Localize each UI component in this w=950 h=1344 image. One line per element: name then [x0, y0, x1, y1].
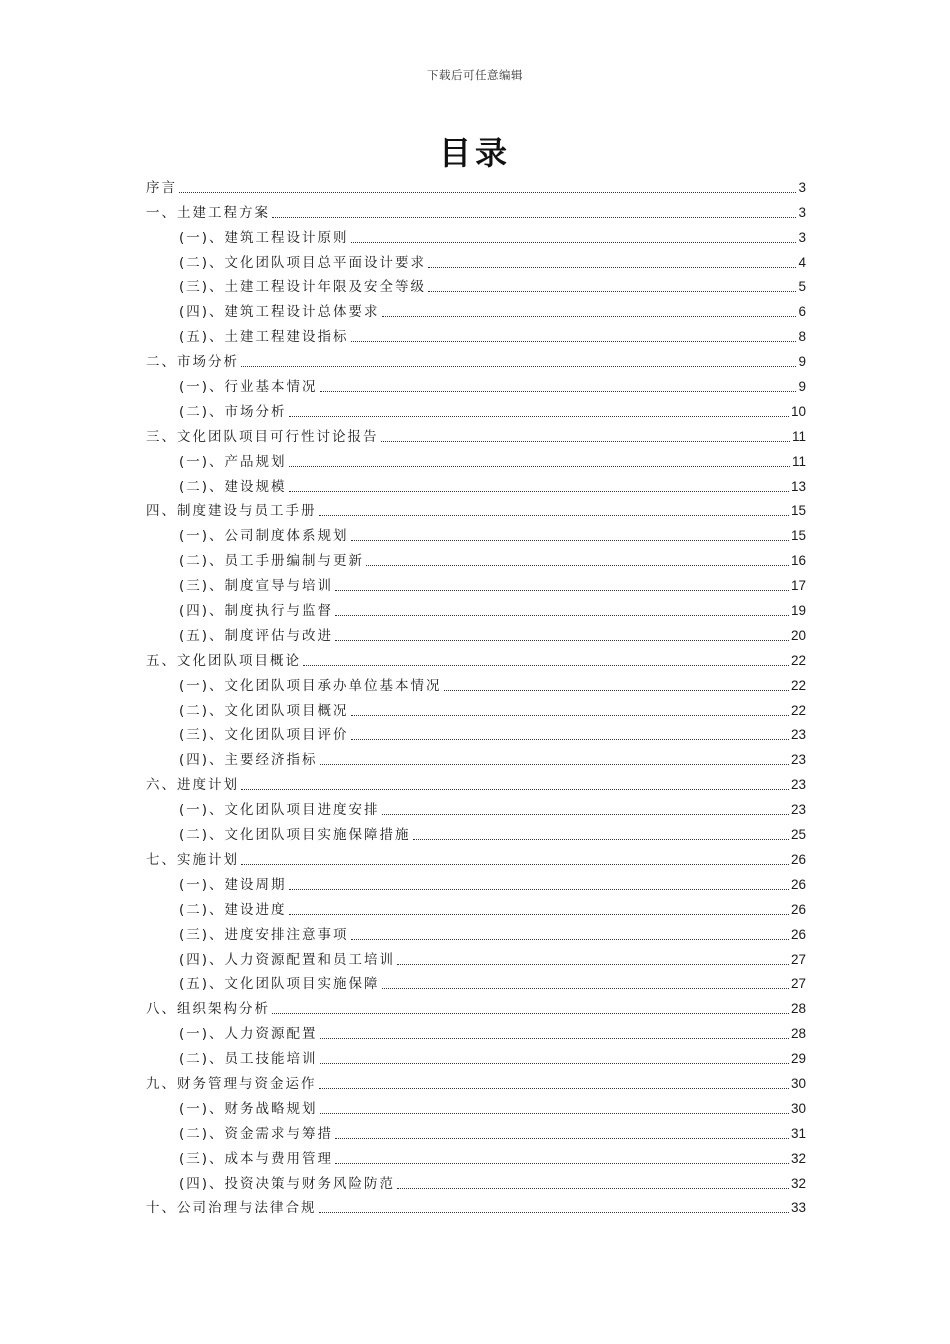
toc-entry[interactable] — [146, 373, 806, 398]
toc-entry[interactable] — [146, 1095, 806, 1120]
download-note: 下载后可任意编辑 — [427, 68, 523, 82]
toc-leader-dots — [335, 590, 789, 591]
toc-leader-dots — [428, 291, 796, 292]
toc-entry[interactable] — [146, 672, 806, 697]
toc-leader-dots — [351, 739, 789, 740]
toc-leader-dots — [241, 789, 789, 790]
toc-entry-page: 22 — [790, 652, 806, 668]
toc-entry-text: (四)、投资决策与财务风险防范 — [179, 1175, 396, 1192]
toc-entry-text: (一)、财务战略规划 — [179, 1100, 318, 1117]
toc-entry-page: 28 — [790, 1001, 806, 1017]
toc-leader-dots — [289, 466, 790, 467]
toc-entry-page: 4 — [798, 254, 806, 270]
toc-entry-text: (一)、建设周期 — [179, 876, 287, 893]
toc-entry[interactable] — [146, 1045, 806, 1070]
toc-entry-page: 9 — [798, 379, 806, 395]
toc-leader-dots — [382, 988, 789, 989]
toc-entry-text: (二)、员工技能培训 — [179, 1051, 318, 1068]
toc-entry-page: 26 — [790, 901, 806, 917]
toc-leader-dots — [335, 1163, 789, 1164]
toc-entry-text: (二)、文化团队项目实施保障措施 — [179, 827, 411, 844]
toc-entry-page: 33 — [790, 1200, 806, 1216]
toc-leader-dots — [351, 939, 789, 940]
toc-leader-dots — [303, 665, 789, 666]
toc-entry[interactable] — [146, 298, 806, 323]
toc-entry-text: (五)、土建工程建设指标 — [179, 329, 349, 346]
toc-entry-text: (五)、文化团队项目实施保障 — [179, 976, 380, 993]
toc-entry-page: 29 — [790, 1051, 806, 1067]
toc-leader-dots — [351, 341, 797, 342]
toc-entry[interactable] — [146, 174, 806, 199]
toc-leader-dots — [444, 690, 789, 691]
toc-entry-page: 23 — [790, 802, 806, 818]
toc-leader-dots — [319, 1212, 789, 1213]
toc-entry-text: (二)、文化团队项目概况 — [179, 702, 349, 719]
toc-entry-page: 17 — [790, 578, 806, 594]
toc-leader-dots — [335, 615, 789, 616]
toc-entry-page: 26 — [790, 851, 806, 867]
toc-entry-text: (二)、建设规模 — [179, 478, 287, 495]
toc-entry[interactable] — [146, 398, 806, 423]
toc-entry-page: 16 — [790, 553, 806, 569]
toc-entry-page: 15 — [790, 503, 806, 519]
toc-entry-page: 9 — [798, 354, 806, 370]
toc-entry-page: 25 — [790, 827, 806, 843]
toc-leader-dots — [366, 565, 789, 566]
toc-entry-text: 八、组织架构分析 — [146, 1001, 270, 1018]
toc-entry[interactable] — [146, 995, 806, 1020]
toc-leader-dots — [241, 366, 796, 367]
toc-entry-text: (一)、文化团队项目承办单位基本情况 — [179, 677, 442, 694]
toc-entry-page: 10 — [790, 403, 806, 419]
toc-entry-page: 26 — [790, 876, 806, 892]
toc-entry-page: 19 — [790, 603, 806, 619]
toc-entry-text: (二)、市场分析 — [179, 403, 287, 420]
toc-entry[interactable] — [146, 971, 806, 996]
toc-leader-dots — [320, 1113, 789, 1114]
toc-entry-text: (三)、进度安排注意事项 — [179, 926, 349, 943]
toc-entry[interactable] — [146, 796, 806, 821]
toc-entry[interactable] — [146, 771, 806, 796]
toc-entry-page: 13 — [790, 478, 806, 494]
toc-leader-dots — [289, 491, 789, 492]
toc-entry-page: 31 — [790, 1125, 806, 1141]
toc-leader-dots — [397, 1188, 789, 1189]
toc-entry[interactable] — [146, 547, 806, 572]
toc-entry-text: 序言 — [146, 179, 177, 196]
toc-entry[interactable] — [146, 1195, 806, 1220]
toc-entry[interactable] — [146, 1170, 806, 1195]
toc-entry-page: 26 — [790, 926, 806, 942]
toc-entry[interactable] — [146, 821, 806, 846]
toc-entry-text: (一)、产品规划 — [179, 453, 287, 470]
toc-entry[interactable] — [146, 498, 806, 523]
toc-entry-text: 三、文化团队项目可行性讨论报告 — [146, 428, 379, 445]
toc-leader-dots — [241, 864, 789, 865]
toc-entry[interactable] — [146, 323, 806, 348]
toc-leader-dots — [320, 764, 789, 765]
toc-entry[interactable] — [146, 274, 806, 299]
toc-entry[interactable] — [146, 572, 806, 597]
toc-entry-page: 27 — [790, 951, 806, 967]
toc-entry-page: 23 — [790, 777, 806, 793]
toc-entry-page: 30 — [790, 1075, 806, 1091]
toc-entry-text: (一)、文化团队项目进度安排 — [179, 802, 380, 819]
toc-entry-text: (四)、主要经济指标 — [179, 752, 318, 769]
toc-entry-page: 3 — [798, 179, 806, 195]
toc-entry[interactable] — [146, 622, 806, 647]
toc-entry-text: (一)、人力资源配置 — [179, 1026, 318, 1043]
toc-entry-text: (五)、制度评估与改进 — [179, 627, 334, 644]
toc-entry[interactable] — [146, 1070, 806, 1095]
toc-entry-page: 22 — [790, 677, 806, 693]
toc-entry[interactable] — [146, 348, 806, 373]
toc-entry-page: 22 — [790, 702, 806, 718]
toc-entry-text: (二)、资金需求与筹措 — [179, 1125, 334, 1142]
toc-leader-dots — [320, 391, 797, 392]
toc-leader-dots — [397, 964, 789, 965]
toc-entry-text: (二)、建设进度 — [179, 901, 287, 918]
toc-entry[interactable] — [146, 896, 806, 921]
toc-entry-text: (三)、土建工程设计年限及安全等级 — [179, 279, 427, 296]
toc-leader-dots — [289, 416, 789, 417]
toc-leader-dots — [319, 515, 789, 516]
toc-entry-page: 6 — [798, 304, 806, 320]
toc-entry-page: 32 — [790, 1175, 806, 1191]
page-title: 目录 — [438, 134, 511, 172]
toc-entry[interactable] — [146, 722, 806, 747]
toc-entry-text: (一)、建筑工程设计原则 — [179, 229, 349, 246]
toc-leader-dots — [382, 814, 789, 815]
toc-entry-text: (四)、建筑工程设计总体要求 — [179, 304, 380, 321]
toc-entry[interactable] — [146, 199, 806, 224]
toc-entry-text: 一、土建工程方案 — [146, 204, 270, 221]
toc-entry-page: 11 — [791, 428, 806, 444]
toc-entry[interactable] — [146, 1120, 806, 1145]
toc-entry-page: 28 — [790, 1026, 806, 1042]
toc-entry[interactable] — [146, 746, 806, 771]
table-of-contents — [146, 174, 806, 1219]
toc-entry-text: 十、公司治理与法律合规 — [146, 1200, 317, 1217]
toc-entry-text: 二、市场分析 — [146, 354, 239, 371]
toc-leader-dots — [335, 640, 789, 641]
toc-entry-text: (二)、文化团队项目总平面设计要求 — [179, 254, 427, 271]
toc-leader-dots — [272, 1013, 789, 1014]
toc-entry-text: 六、进度计划 — [146, 777, 239, 794]
toc-entry[interactable] — [146, 647, 806, 672]
toc-leader-dots — [289, 914, 789, 915]
toc-leader-dots — [382, 316, 797, 317]
toc-entry-text: (三)、成本与费用管理 — [179, 1150, 334, 1167]
toc-entry[interactable] — [146, 1020, 806, 1045]
toc-entry[interactable] — [146, 448, 806, 473]
toc-entry-text: (二)、员工手册编制与更新 — [179, 553, 365, 570]
toc-leader-dots — [381, 441, 790, 442]
toc-leader-dots — [413, 839, 789, 840]
toc-entry-page: 32 — [790, 1150, 806, 1166]
toc-entry[interactable] — [146, 522, 806, 547]
toc-entry[interactable] — [146, 473, 806, 498]
toc-leader-dots — [320, 1038, 789, 1039]
toc-leader-dots — [351, 715, 789, 716]
toc-entry-page: 3 — [798, 229, 806, 245]
toc-entry[interactable] — [146, 697, 806, 722]
toc-entry-text: (三)、文化团队项目评价 — [179, 727, 349, 744]
toc-leader-dots — [320, 1063, 789, 1064]
toc-leader-dots — [335, 1138, 789, 1139]
toc-entry-page: 11 — [791, 453, 806, 469]
toc-entry-page: 20 — [790, 627, 806, 643]
toc-entry-page: 15 — [790, 528, 806, 544]
toc-entry-page: 30 — [790, 1100, 806, 1116]
toc-entry-text: (四)、制度执行与监督 — [179, 603, 334, 620]
toc-entry-text: (四)、人力资源配置和员工培训 — [179, 951, 396, 968]
toc-entry-page: 3 — [798, 204, 806, 220]
toc-entry-text: 七、实施计划 — [146, 851, 239, 868]
toc-leader-dots — [351, 242, 797, 243]
toc-entry-text: 九、财务管理与资金运作 — [146, 1075, 317, 1092]
toc-entry-page: 23 — [790, 752, 806, 768]
toc-entry[interactable] — [146, 846, 806, 871]
toc-leader-dots — [289, 889, 789, 890]
toc-entry-page: 27 — [790, 976, 806, 992]
toc-entry[interactable] — [146, 249, 806, 274]
toc-entry-page: 23 — [790, 727, 806, 743]
toc-entry-text: (一)、行业基本情况 — [179, 379, 318, 396]
toc-leader-dots — [272, 217, 796, 218]
toc-leader-dots — [428, 267, 796, 268]
toc-entry-text: (一)、公司制度体系规划 — [179, 528, 349, 545]
toc-leader-dots — [179, 192, 796, 193]
toc-entry[interactable] — [146, 871, 806, 896]
toc-entry[interactable] — [146, 921, 806, 946]
toc-entry-text: (三)、制度宣导与培训 — [179, 578, 334, 595]
toc-entry[interactable] — [146, 423, 806, 448]
toc-leader-dots — [351, 540, 789, 541]
toc-entry[interactable] — [146, 1145, 806, 1170]
toc-entry-text: 五、文化团队项目概论 — [146, 652, 301, 669]
toc-entry-page: 5 — [798, 279, 806, 295]
toc-entry-page: 8 — [798, 329, 806, 345]
toc-leader-dots — [319, 1088, 789, 1089]
toc-entry[interactable] — [146, 224, 806, 249]
toc-entry[interactable] — [146, 597, 806, 622]
toc-entry[interactable] — [146, 946, 806, 971]
toc-entry-text: 四、制度建设与员工手册 — [146, 503, 317, 520]
